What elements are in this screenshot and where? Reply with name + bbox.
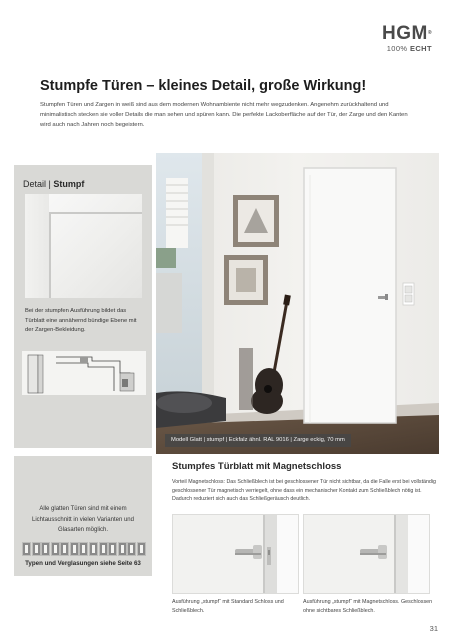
glazing-variants-strip [22, 542, 146, 556]
glazing-variant-icon [22, 542, 31, 556]
glazing-variant-icon [127, 542, 136, 556]
glazing-variant-icon [32, 542, 41, 556]
detail-panel [14, 165, 152, 448]
glazing-description: Alle glatten Türen sind mit einem Lichtausschnitt in vielen Varianten und Glasarten möglich. [32, 506, 134, 533]
magnet-description: Vorteil Magnetschloss: Das Schließblech ist bei geschlossener Tür nicht sichtbar, da die Falle erst bei vollständig geschlossener Tür magnetisch verriegelt, ohne dass ein mechanischer Kontakt zum Schließblech nötig ist. Dadurch reduziert sich auch das Schließgeräusch deutlich. [172, 479, 436, 502]
logo-claim: 100% ECHT [386, 44, 432, 53]
door-edge-detail-photo [25, 194, 142, 298]
brand-logo [382, 24, 432, 53]
glazing-variant-icon [108, 542, 117, 556]
flush-door-cross-section-diagram [22, 351, 146, 395]
glazing-variant-icon [70, 542, 79, 556]
standard-lock-note: Ausführung „stumpf“ mit Standard Schloss und Schließblech. [172, 599, 284, 614]
photo-caption: Modell Glatt | stumpf | Eckfalz ähnl. RAL 9016 | Zarge eckig, 70 mm [165, 434, 351, 447]
glazing-variant-icon [118, 542, 127, 556]
magnet-section-title: Stumpfes Türblatt mit Magnetschloss [172, 461, 342, 472]
page-number: 31 [429, 624, 438, 633]
glazing-variant-icon [137, 542, 146, 556]
glazing-variant-icon [41, 542, 50, 556]
logo-wordmark: HGM® [381, 23, 432, 44]
glazing-variant-icon [89, 542, 98, 556]
detail-description: Bei der stumpfen Ausführung bildet das Türblatt eine annähernd bündige Ebene mit der Zargen-Bekleidung. [25, 308, 137, 333]
standard-lock-photo [172, 514, 299, 594]
glazing-variant-icon [60, 542, 69, 556]
detail-title: Detail | Stumpf [23, 179, 85, 189]
glazing-variant-icon [79, 542, 88, 556]
glazing-variant-icon [99, 542, 108, 556]
intro-paragraph: Stumpfen Türen und Zargen in weiß sind aus dem modernen Wohnambiente nicht mehr wegzudenken. Angenehm zurückhaltend und minimalistisch stecken sie voller Details die man sehen und spüren kann. Die perfekte Lackoberfläche auf der Tür, der Zarge und den Kanten wird auch nach Jahren noch begeistern. [40, 102, 408, 128]
magnetic-lock-note: Ausführung „stumpf“ mit Magnetschloss. Geschlossen ohne sichtbares Schließblech. [303, 599, 433, 614]
magnetic-lock-photo [303, 514, 430, 594]
interior-photo [156, 153, 439, 454]
glazing-panel [14, 456, 152, 576]
page-title: Stumpfe Türen – kleines Detail, große Wirkung! [40, 78, 367, 94]
glazing-variant-icon [51, 542, 60, 556]
glazing-page-reference[interactable]: Typen und Verglasungen siehe Seite 63 [25, 560, 141, 567]
